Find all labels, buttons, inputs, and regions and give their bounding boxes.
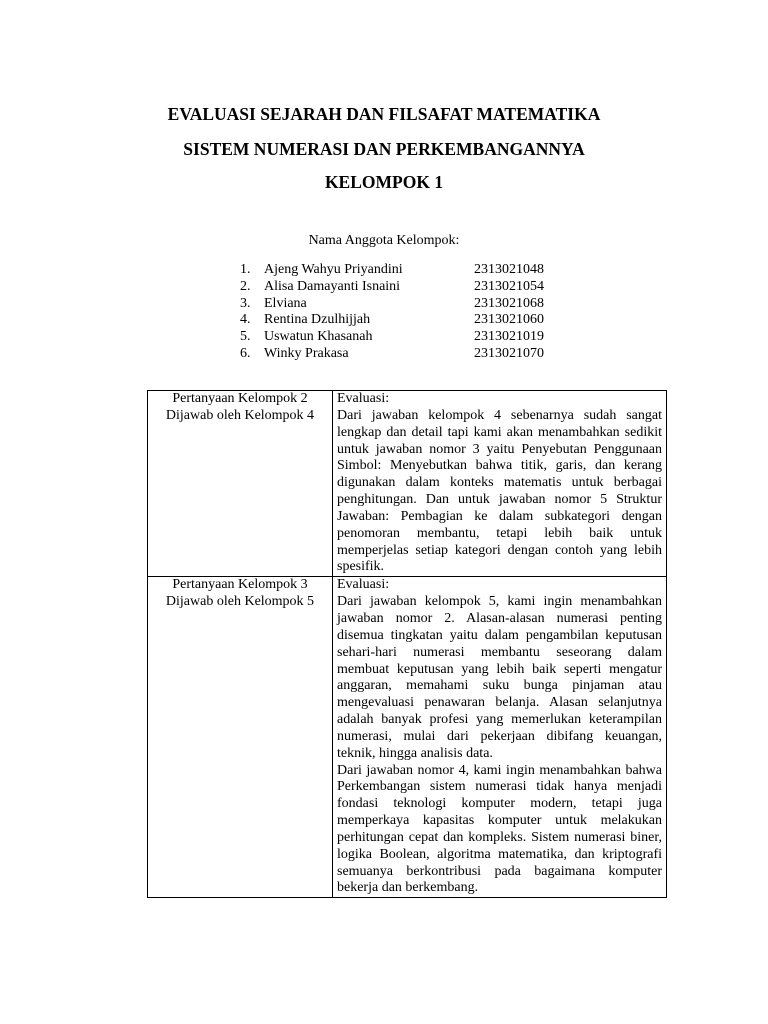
- member-id: 2313021060: [474, 312, 544, 328]
- evaluation-paragraph: Dari jawaban nomor 4, kami ingin menambahkan bahwa Perkembangan sistem numerasi tidak hanya menjadi fondasi teknologi komputer modern, tetapi juga memperkaya kapasitas komputer untuk melakukan perhitungan cepat dan kompleks. Sistem numerasi biner, logika Boolean, algoritma matematika, dan kriptografi semuanya berkontribusi pada bagaimana komputer bekerja dan berkembang.: [337, 762, 662, 896]
- question-label: Pertanyaan Kelompok 2: [172, 391, 308, 406]
- evaluation-cell: [333, 391, 667, 577]
- list-item: [240, 262, 564, 279]
- list-item: [240, 346, 564, 363]
- member-name: Ajeng Wahyu Priyandini: [264, 262, 403, 277]
- member-number: 2.: [240, 278, 251, 294]
- member-id: 2313021048: [474, 262, 544, 277]
- answered-by-label: Dijawab oleh Kelompok 5: [165, 594, 315, 610]
- member-id: 2313021054: [474, 278, 544, 294]
- member-name: Rentina Dzulhijjah: [264, 312, 371, 328]
- question-cell: [148, 391, 333, 577]
- member-id: 2313021070: [474, 345, 544, 361]
- member-name: Winky Prakasa: [264, 345, 349, 361]
- question-cell: [148, 577, 333, 898]
- member-id: 2313021019: [474, 329, 544, 345]
- list-item: [240, 296, 564, 313]
- document-title: EVALUASI SEJARAH DAN FILSAFAT MATEMATIKA: [167, 104, 601, 124]
- question-label: Pertanyaan Kelompok 3: [172, 577, 308, 593]
- evaluation-label: Evaluasi:: [337, 391, 390, 406]
- member-number: 1.: [240, 262, 251, 277]
- evaluation-paragraph: Dari jawaban kelompok 5, kami ingin menambahkan jawaban nomor 2. Alasan-alasan numerasi penting disemua tingkatan yaitu dalam pengambilan keputusan sehari-hari numerasi membantu seseorang dalam membuat keputusan yang lebih baik seperti mengatur anggaran, memahami suku bunga pinjaman atau mengevaluasi penawaran belanja. Alasan selanjutnya adalah banyak profesi yang memerlukan keterampilan numerasi, mulai dari pekerjaan dibifang keuangan, teknik, hingga analisis data.: [337, 594, 662, 761]
- evaluation-table: [147, 390, 667, 898]
- member-name: Elviana: [264, 295, 307, 311]
- members-list: [240, 262, 564, 363]
- member-number: 6.: [240, 345, 251, 361]
- member-name: Uswatun Khasanah: [264, 329, 373, 345]
- member-number: 4.: [240, 312, 251, 328]
- member-id: 2313021068: [474, 295, 544, 311]
- list-item: [240, 312, 564, 329]
- member-number: 5.: [240, 329, 251, 345]
- list-item: [240, 329, 564, 346]
- group-label: KELOMPOK 1: [324, 172, 444, 192]
- member-number: 3.: [240, 295, 251, 311]
- answered-by-label: Dijawab oleh Kelompok 4: [165, 407, 315, 423]
- evaluation-paragraph: Dari jawaban kelompok 4 sebenarnya sudah sangat lengkap dan detail tapi kami akan menambahkan sedikit untuk jawaban nomor 3 yaitu Penyebutan Penggunaan Simbol: Menyebutkan bahwa titik, garis, dan kerang digunakan dalam konteks matematis untuk berbagai penghitungan. Dan untuk jawaban nomor 5 Struktur Jawaban: Pembagian ke dalam subkategori dengan penomoran membantu, tetapi lebih baik untuk memperjelas setiap kategori dengan contoh yang lebih spesifik.: [337, 407, 662, 575]
- members-heading: Nama Anggota Kelompok:: [308, 233, 460, 248]
- list-item: [240, 279, 564, 296]
- document-subtitle: SISTEM NUMERASI DAN PERKEMBANGANNYA: [183, 139, 585, 159]
- table-row: [148, 577, 667, 898]
- evaluation-label: Evaluasi:: [337, 577, 390, 593]
- table-row: [148, 391, 667, 577]
- evaluation-cell: [333, 577, 667, 898]
- member-name: Alisa Damayanti Isnaini: [264, 278, 401, 294]
